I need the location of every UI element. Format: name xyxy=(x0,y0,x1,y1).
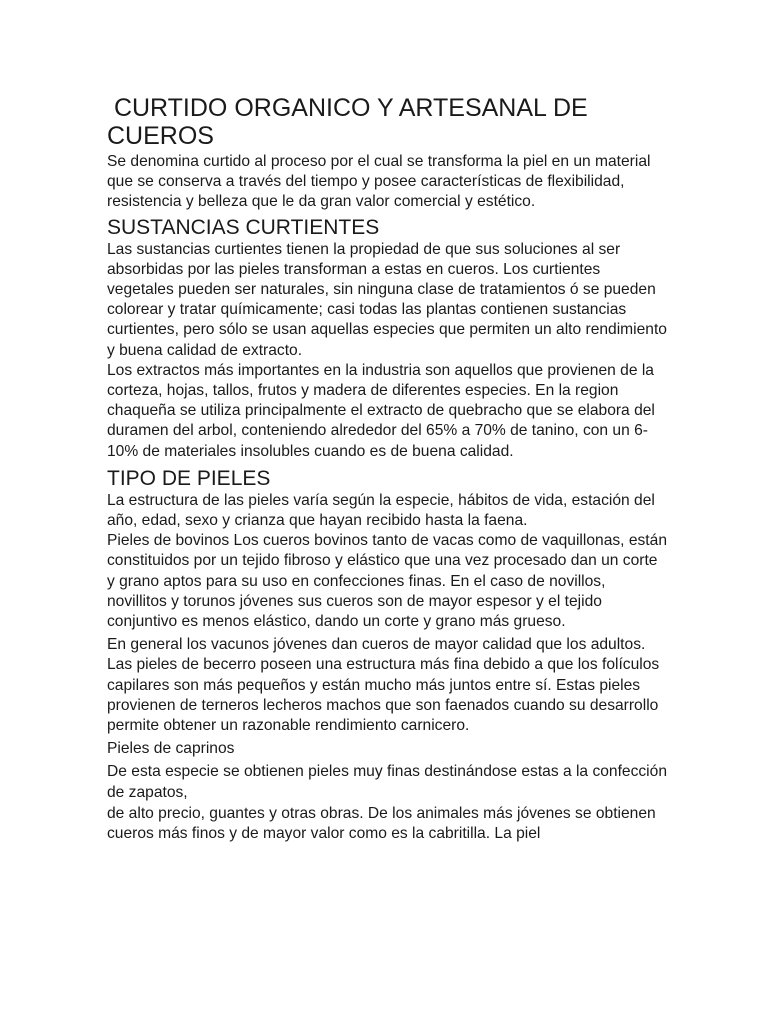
paragraph: de alto precio, guantes y otras obras. De los animales más jóvenes se obtienen cueros más finos y de mayor valor como es la cabritilla. La piel xyxy=(107,804,656,843)
paragraph: Los extractos más importantes en la industria son aquellos que provienen de la corteza, hojas, tallos, frutos y madera de diferentes especies. En la region chaqueña se utiliza principalmente el extracto de quebracho que se elabora del duramen del arbol, conteniendo alrededor del 65% a 70% de tanino, con un 6-10% de materiales insolubles cuando es de buena calidad. xyxy=(107,361,655,460)
document-page xyxy=(107,94,667,844)
subheading-pieles-de-caprinos: Pieles de caprinos xyxy=(107,740,235,758)
section-heading-sustancias-curtientes: SUSTANCIAS CURTIENTES xyxy=(107,215,380,239)
paragraph: La estructura de las pieles varía según la especie, hábitos de vida, estación del año, edad, sexo y crianza que hayan recibido hasta la faena. xyxy=(107,491,655,530)
section-heading-tipo-de-pieles: TIPO DE PIELES xyxy=(107,466,271,490)
paragraph: Pieles de bovinos Los cueros bovinos tanto de vacas como de vaquillonas, están constituidos por un tejido fibroso y elástico que una vez procesado dan un corte y grano aptos para su uso en confecciones finas. En el caso de novillos, novillitos y torunos jóvenes sus cueros son de mayor espesor y el tejido conjuntivo es menos elástico, dando un corte y grano más grueso. xyxy=(107,532,667,631)
intro-paragraph: Se denomina curtido al proceso por el cual se transforma la piel en un material que se conserva a través del tiempo y posee características de flexibilidad, resistencia y belleza que le da gran valor comercial y estético. xyxy=(107,153,651,211)
paragraph: En general los vacunos jóvenes dan cueros de mayor calidad que los adultos. Las pieles de becerro poseen una estructura más fina debido a que los folículos capilares son más pequeños y están mucho más juntos entre sí. Estas pieles provienen de terneros lecheros machos que son faenados cuando su desarrollo permite obtener un razonable rendimiento carnicero. xyxy=(107,636,660,735)
paragraph: De esta especie se obtienen pieles muy finas destinándose estas a la confección de zapatos, xyxy=(107,763,667,801)
document-title: CURTIDO ORGANICO Y ARTESANAL DE CUEROS xyxy=(107,94,595,150)
paragraph: Las sustancias curtientes tienen la propiedad de que sus soluciones al ser absorbidas por las pieles transforman a estas en cueros. Los curtientes vegetales pueden ser naturales, sin ninguna clase de tratamientos ó se pueden colorear y tratar químicamente; casi todas las plantas contienen sustancias curtientes, pero sólo se usan aquellas especies que permiten un alto rendimiento y buena calidad de extracto. xyxy=(107,240,667,359)
